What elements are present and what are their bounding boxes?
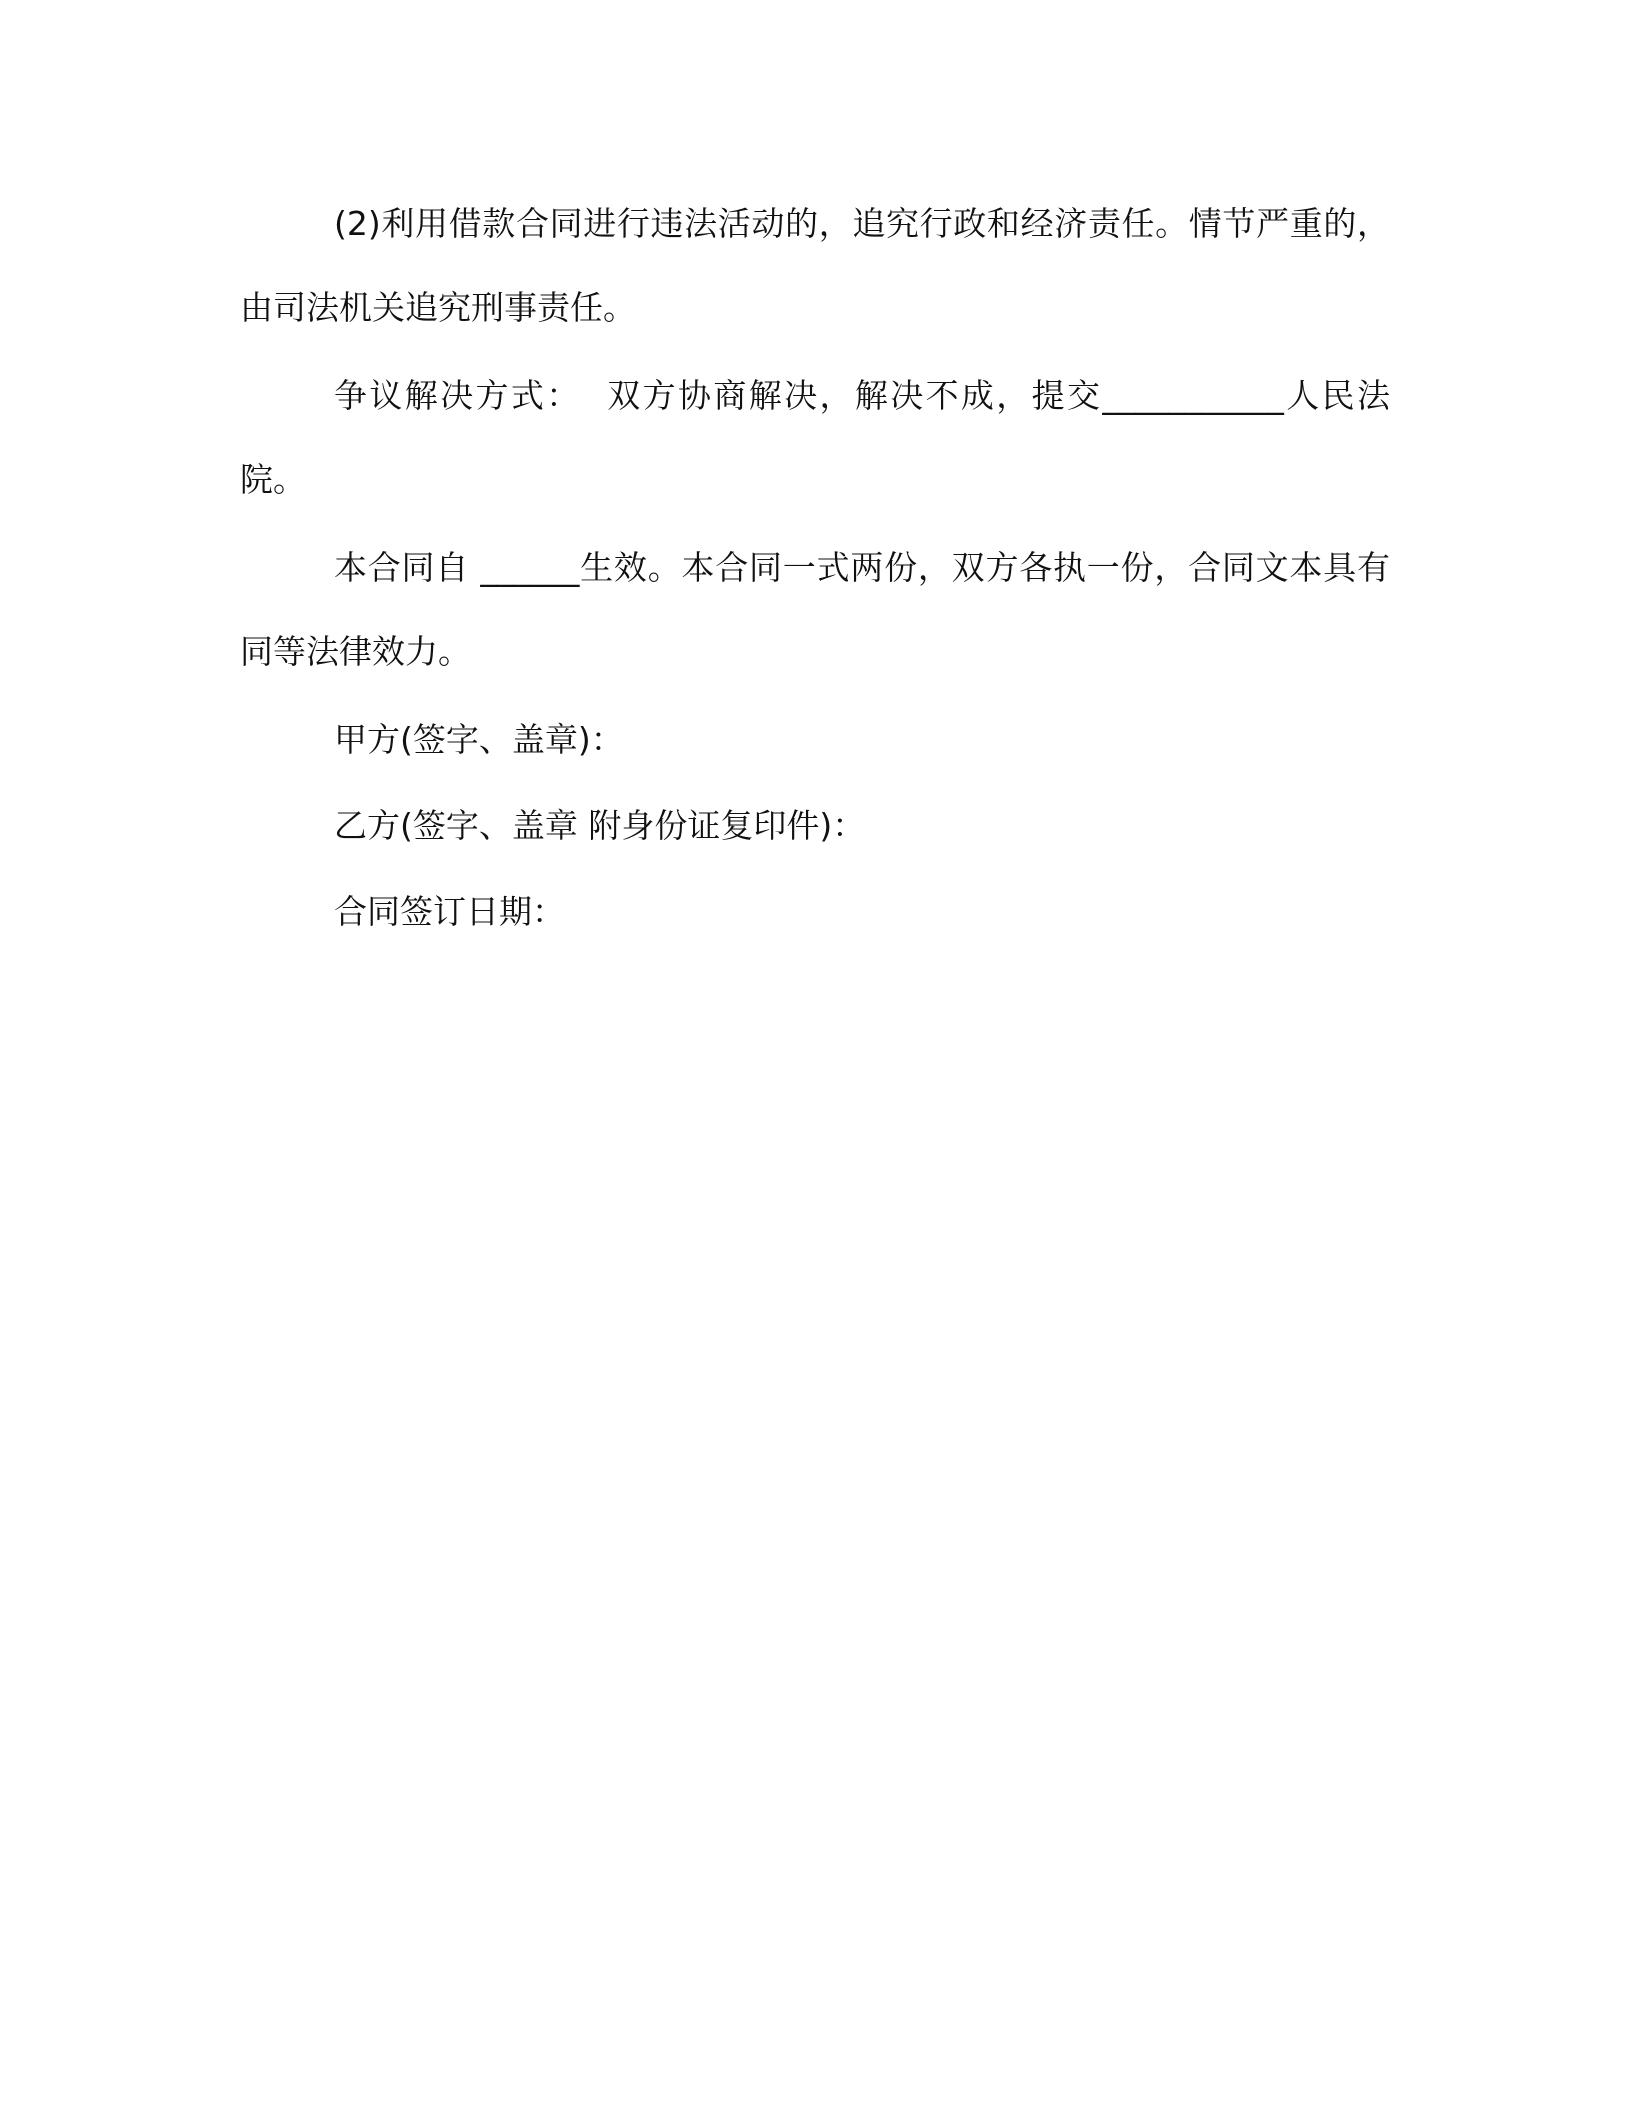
paragraph-effectiveness: 本合同自 ______生效。本合同一式两份，双方各执一份，合同文本具有同等法律效力。 (240, 548, 1390, 671)
party-a-signature-line: 甲方(签字、盖章)： (334, 720, 624, 759)
signing-date-line: 合同签订日期： (334, 892, 565, 931)
paragraph-liability: (2)利用借款合同进行违法活动的，追究行政和经济责任。情节严重的，由司法机关追究刑事责任。 (240, 204, 1390, 327)
contract-body (240, 182, 1390, 956)
paragraph-dispute-resolution: 争议解决方式： 双方协商解决，解决不成，提交___________人民法院。 (240, 376, 1390, 499)
party-b-signature-line: 乙方(签字、盖章 附身份证复印件)： (334, 806, 866, 845)
